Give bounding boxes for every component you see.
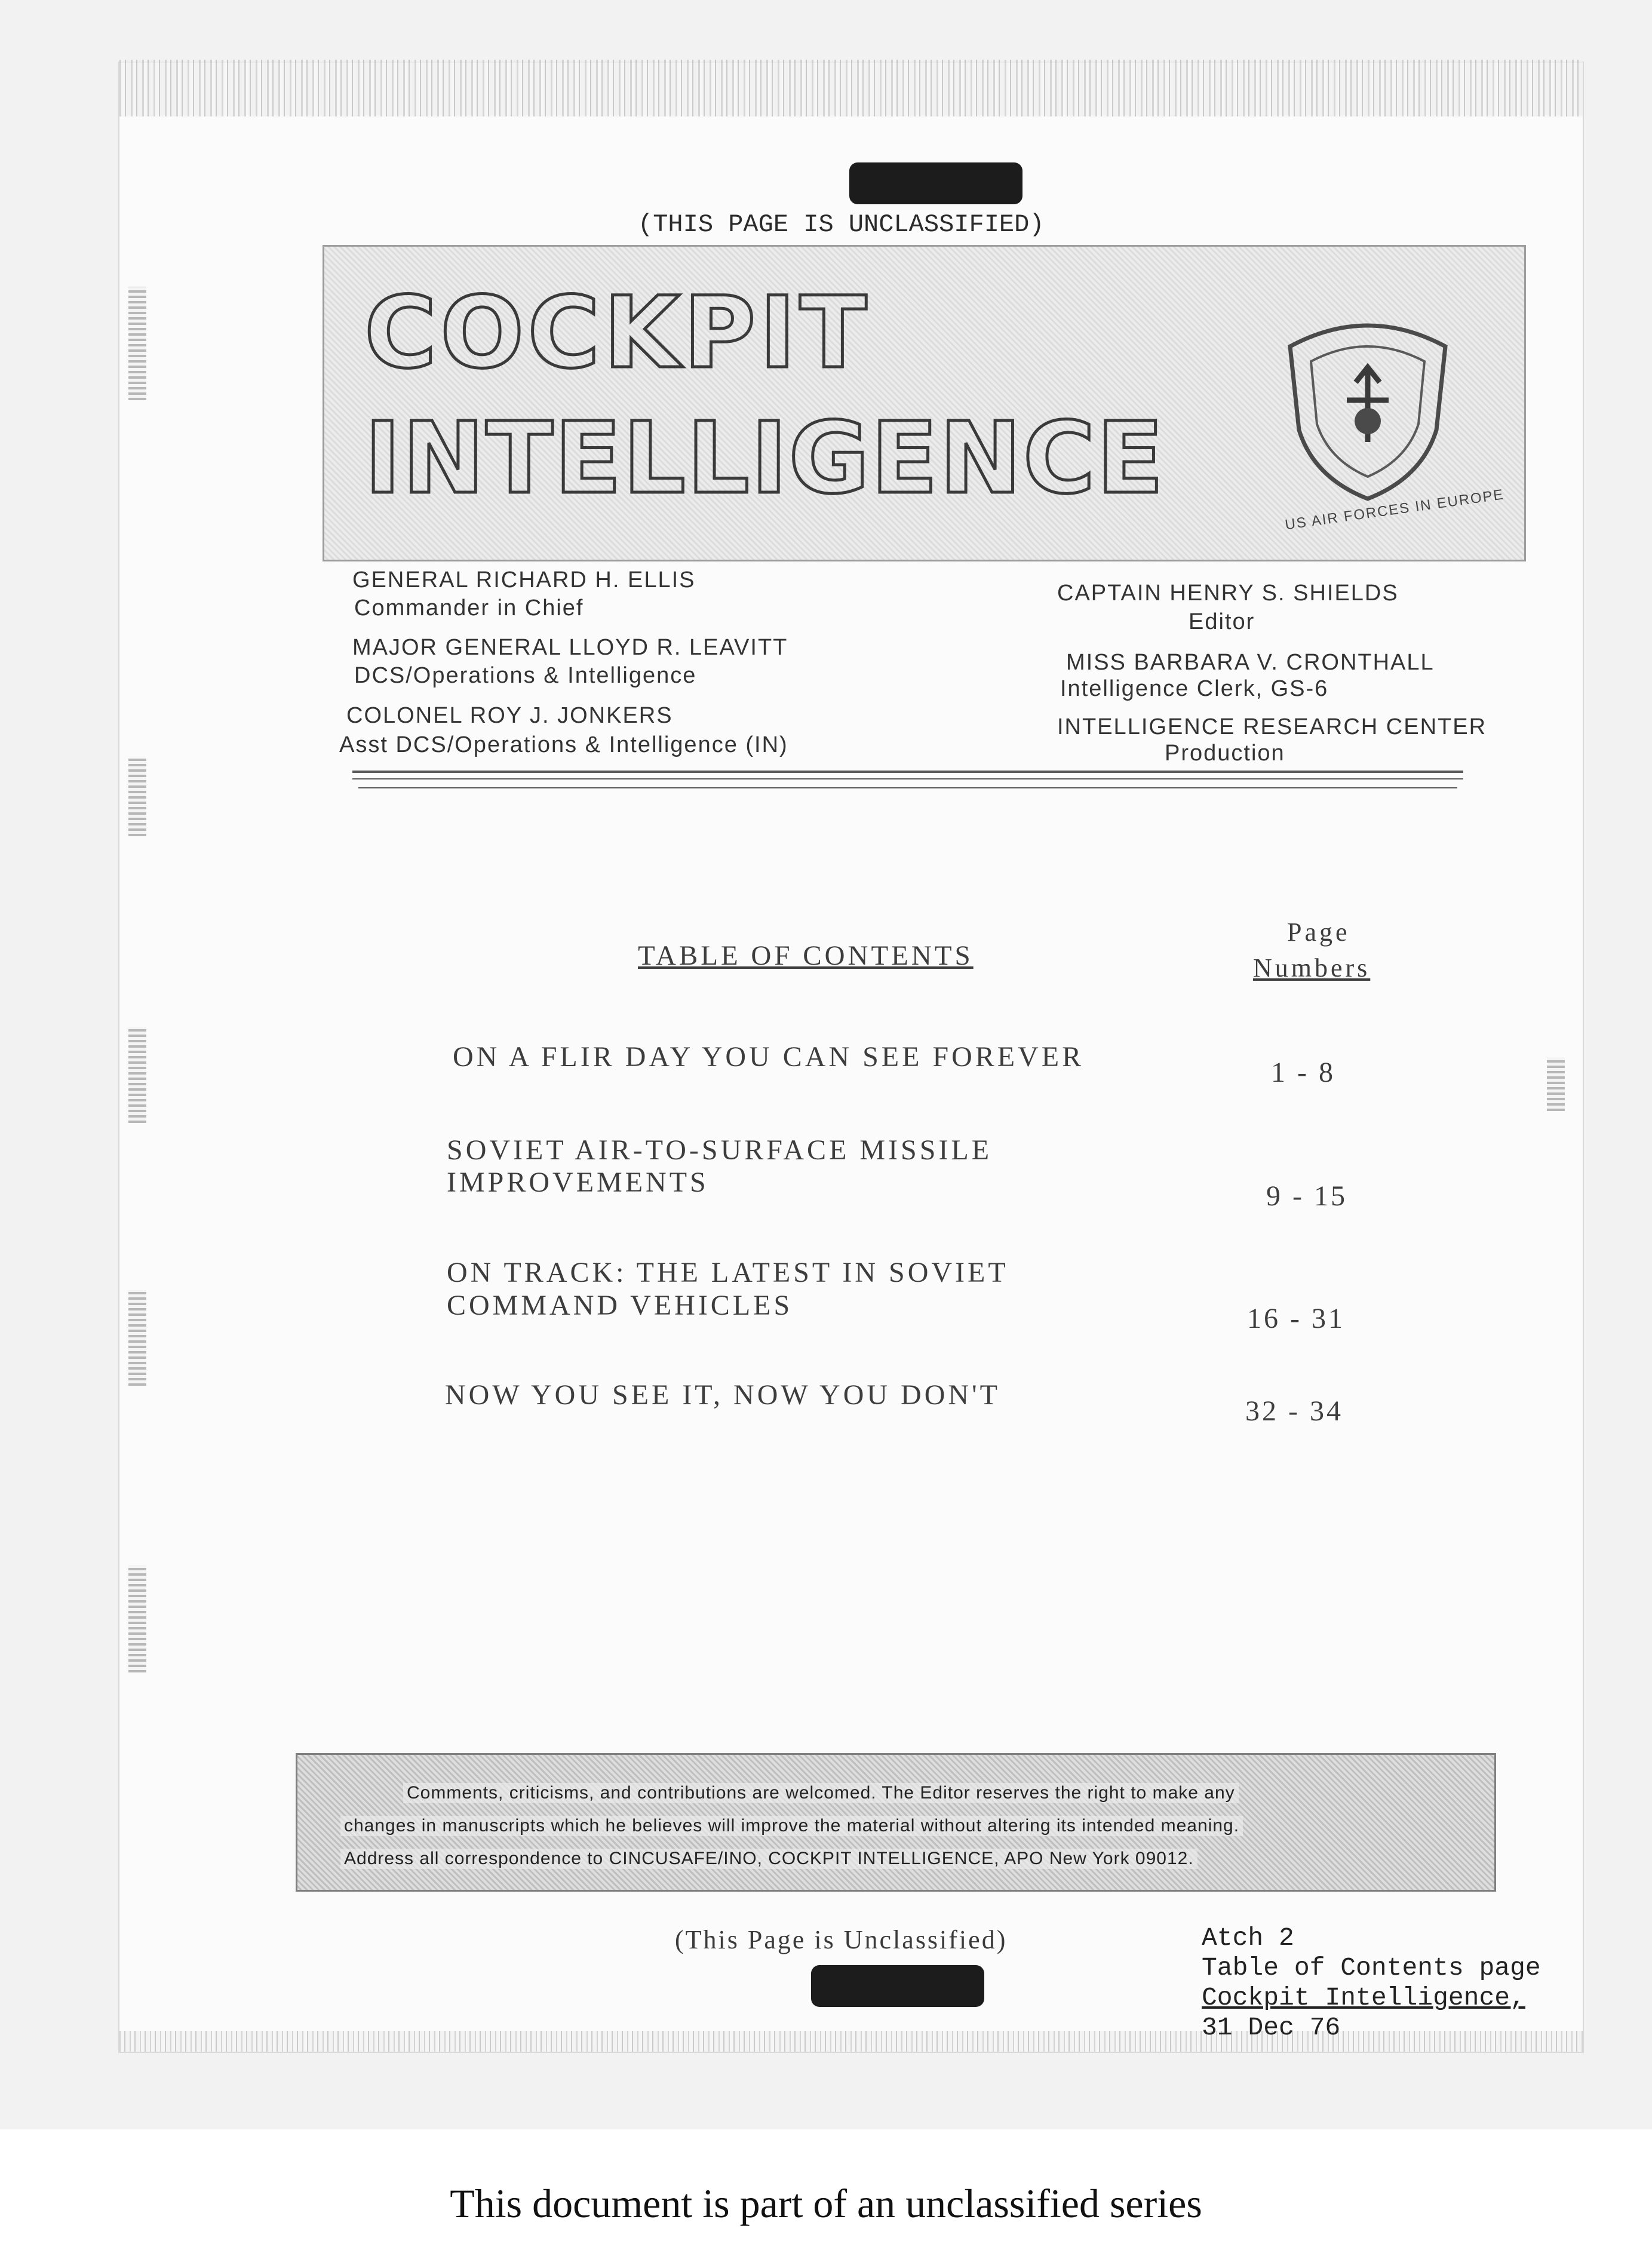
staff-role: Asst DCS/Operations & Intelligence (IN) (339, 732, 788, 757)
masthead-rule (352, 778, 1463, 779)
toc-page-heading: Page (1287, 917, 1350, 947)
caption: This document is part of an unclassified series (450, 2181, 1202, 2226)
toc-entry-title: NOW YOU SEE IT, NOW YOU DON'T (445, 1379, 1000, 1411)
footer-notice-line: Address all correspondence to CINCUSAFE/INO, COCKPIT INTELLIGENCE, APO New York 09012. (340, 1849, 1197, 1869)
usafe-shield-icon (1278, 311, 1457, 508)
toc-entry-title: SOVIET AIR-TO-SURFACE MISSILE (447, 1134, 993, 1166)
toc-entry-title: COMMAND VEHICLES (447, 1290, 793, 1321)
scan-noise-bottom (119, 2031, 1583, 2052)
classification-bottom: (This Page is Unclassified) (675, 1925, 1008, 1954)
toc-entry-pages: 1 - 8 (1271, 1057, 1335, 1088)
scan-edge-mark (128, 1290, 146, 1386)
staff-role: Production (1165, 741, 1285, 766)
toc-heading: TABLE OF CONTENTS (638, 940, 974, 971)
footer-notice-line: changes in manuscripts which he believes will improve the material without altering its intended meaning. (340, 1816, 1243, 1836)
staff-name: MISS BARBARA V. CRONTHALL (1066, 650, 1435, 675)
masthead-rule (358, 787, 1457, 788)
toc-page-heading: Numbers (1253, 953, 1371, 983)
staff-role: Intelligence Clerk, GS-6 (1060, 676, 1329, 701)
staff-name: COLONEL ROY J. JONKERS (346, 703, 673, 728)
scan-edge-mark (1547, 1057, 1565, 1111)
masthead-rule (352, 771, 1463, 773)
masthead-title-line2: INTELLIGENCE (364, 401, 1165, 515)
staff-name: CAPTAIN HENRY S. SHIELDS (1057, 581, 1399, 606)
toc-entry-title: IMPROVEMENTS (447, 1167, 709, 1198)
redaction-bar-bottom (811, 1965, 984, 2007)
masthead-title-line1: COCKPIT (364, 275, 871, 390)
staff-role: DCS/Operations & Intelligence (354, 663, 697, 688)
toc-entry-pages: 16 - 31 (1247, 1303, 1345, 1334)
toc-entry-title: ON TRACK: THE LATEST IN SOVIET (447, 1257, 1009, 1288)
scan-edge-mark (128, 1565, 146, 1672)
attachment-line: Atch 2 (1202, 1923, 1294, 1953)
scan-noise-top (119, 60, 1583, 116)
toc-entry-pages: 9 - 15 (1266, 1180, 1347, 1212)
staff-name: MAJOR GENERAL LLOYD R. LEAVITT (352, 635, 788, 660)
emblem-text: US AIR FORCES IN EUROPE (1283, 486, 1506, 533)
scan-edge-mark (128, 759, 146, 836)
redaction-bar-top (849, 162, 1022, 204)
attachment-line: 31 Dec 76 (1202, 2013, 1341, 2042)
staff-role: Editor (1189, 609, 1255, 634)
staff-name: INTELLIGENCE RESEARCH CENTER (1057, 714, 1487, 739)
toc-entry-title: ON A FLIR DAY YOU CAN SEE FOREVER (453, 1041, 1085, 1073)
toc-entry-pages: 32 - 34 (1245, 1395, 1343, 1427)
staff-name: GENERAL RICHARD H. ELLIS (352, 567, 696, 593)
attachment-line: Table of Contents page (1202, 1953, 1541, 1982)
masthead (323, 245, 1526, 561)
scan-edge-mark (128, 1027, 146, 1123)
staff-role: Commander in Chief (354, 596, 584, 621)
classification-top: (THIS PAGE IS UNCLASSIFIED) (638, 210, 1045, 239)
scan-edge-mark (128, 287, 146, 400)
footer-notice (296, 1753, 1496, 1892)
footer-notice-line: Comments, criticisms, and contributions are welcomed. The Editor reserves the right to make any (403, 1783, 1239, 1803)
attachment-line: Cockpit Intelligence, (1202, 1983, 1525, 2012)
